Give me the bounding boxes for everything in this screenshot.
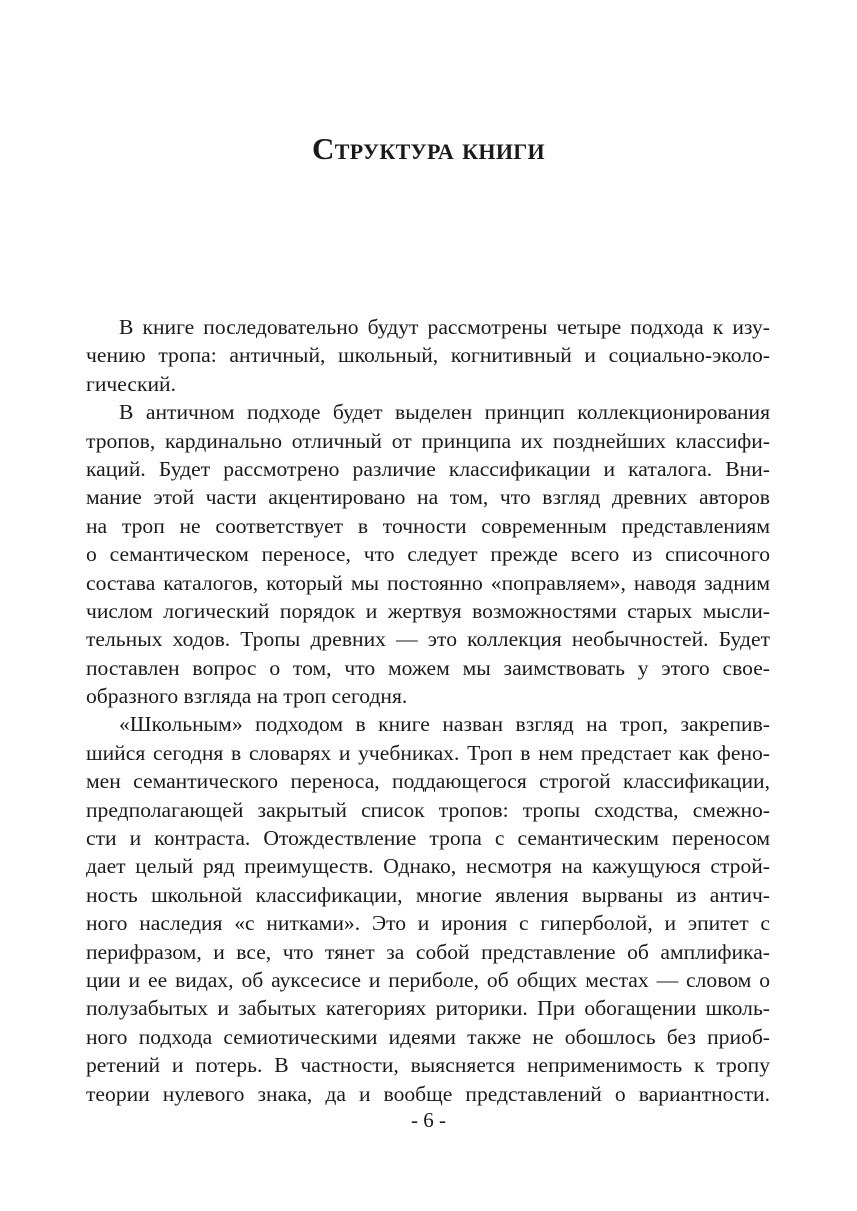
text-line: ретений и потерь. В частности, выясняется неприменимость к тропу xyxy=(86,1053,770,1078)
text-line: состава каталогов, который мы постоянно «поправляем», наводя задним xyxy=(86,570,770,595)
text-line: тропов, кардинально отличный от принципа их позднейших классифи- xyxy=(86,428,770,453)
text-line: ного наследия «с нитками». Это и ирония с гиперболой, и эпитет с xyxy=(86,911,770,936)
text-line: предполагающей закрытый список тропов: тропы сходства, смежно- xyxy=(86,797,770,822)
text-line: В книге последовательно будут рассмотрены четыре подхода к изу- xyxy=(119,315,770,339)
text-line: мание этой части акцентировано на том, что взгляд древних авторов xyxy=(86,485,770,510)
page-number: - 6 - xyxy=(411,1108,446,1132)
text-line: числом логический порядок и жертвуя возможностями старых мысли- xyxy=(86,598,770,623)
text-line: чению тропа: античный, школьный, когнитивный и социально-эколо- xyxy=(86,343,770,368)
text-line: ного подхода семиотическими идеями также не обошлось без приоб- xyxy=(86,1024,770,1049)
text-line: мен семантического переноса, поддающегося строгой классификации, xyxy=(86,769,770,794)
text-line: В античном подходе будет выделен принцип коллекционирования xyxy=(119,400,770,425)
text-line: тельных ходов. Тропы древних — это коллекция необычностей. Будет xyxy=(86,627,770,652)
text-line: дает целый ряд преимуществ. Однако, несмотря на кажущуюся строй- xyxy=(86,854,770,879)
text-line: поставлен вопрос о том, что можем мы заимствовать у этого свое- xyxy=(86,655,770,680)
paragraph-3 xyxy=(86,710,770,1107)
text-line: теории нулевого знака, да и вообще представлений о вариантности. xyxy=(86,1081,770,1106)
text-line: на троп не соответствует в точности современным представлениям xyxy=(86,513,770,538)
text-line: ность школьной классификации, многие явления вырваны из антич- xyxy=(86,882,770,907)
chapter-title: Структура книги xyxy=(312,131,545,166)
body-text xyxy=(86,313,770,1108)
text-line: полузабытых и забытых категориях риторики. При обогащении школь- xyxy=(86,996,770,1021)
text-line: о семантическом переносе, что следует прежде всего из списочного xyxy=(86,542,770,567)
text-line: перифразом, и все, что тянет за собой представление об амплифика- xyxy=(86,939,770,964)
text-line: образного взгляда на троп сегодня. xyxy=(86,684,408,709)
paragraph-1 xyxy=(86,313,770,398)
text-line: сти и контраста. Отождествление тропа с семантическим переносом xyxy=(86,826,770,851)
text-line: каций. Будет рассмотрено различие классификации и каталога. Вни- xyxy=(86,456,770,481)
text-line: шийся сегодня в словарях и учебниках. Троп в нем предстает как фено- xyxy=(86,740,770,765)
paragraph-2 xyxy=(86,398,770,710)
text-line: «Школьным» подходом в книге назван взгляд на троп, закрепив- xyxy=(119,712,770,737)
text-line: гический. xyxy=(86,371,176,396)
text-line: ции и ее видах, об ауксесисе и периболе, об общих местах — словом о xyxy=(86,967,770,992)
